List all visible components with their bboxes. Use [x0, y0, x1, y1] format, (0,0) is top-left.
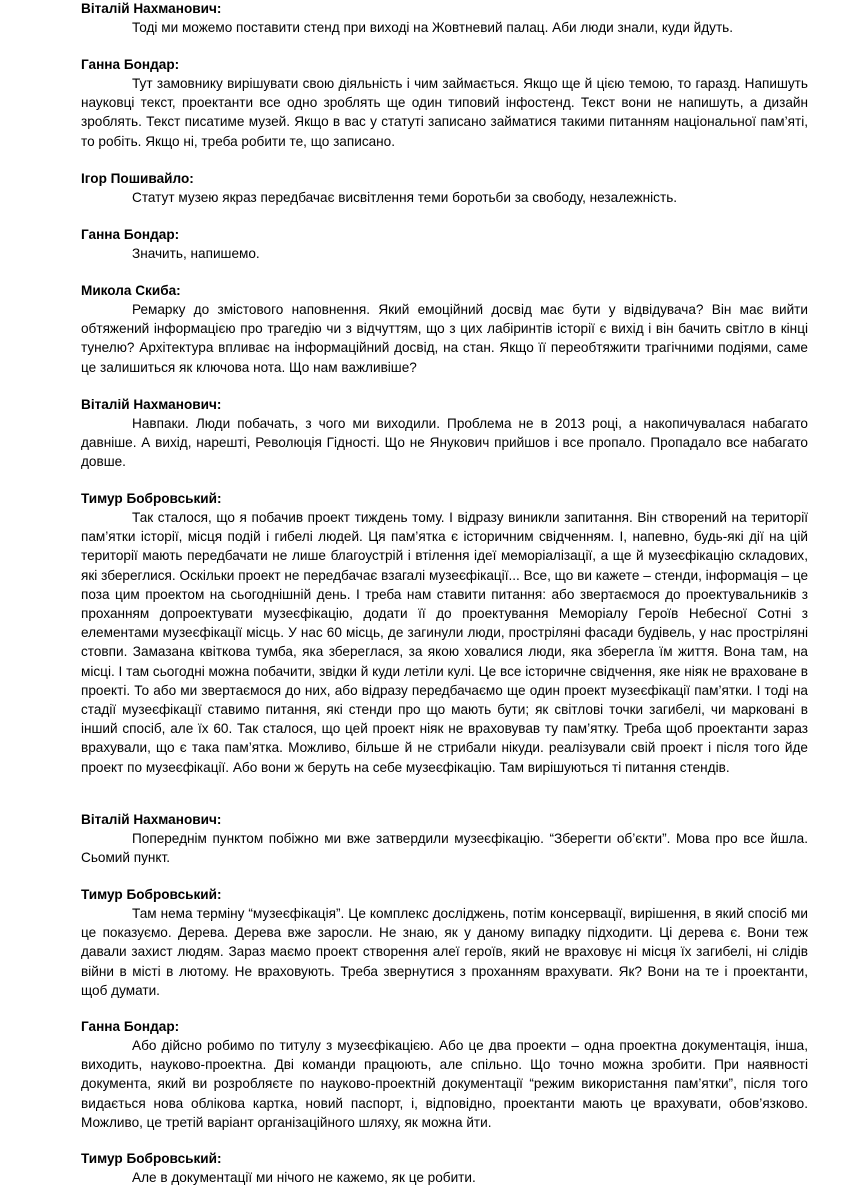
- speech-text: Так сталося, що я побачив проект тиждень тому. І відразу виникли запитання. Він створений на території пам’ятки історії, місця подій і гибелі людей. Ця пам’ятка є історичним свідченням. І, напевно, будь-які дії на цій території мають передбачати не лише благоустрій і втілення ідеї меморіалізації, а ще й музеєфікацію складових, які збереглися. Оскільки проект не передбачає взагалі музеєфікації... Все, що ви кажете – стенди, інформація – це поза цим проектом на сьогоднішній день. І треба нам ставити питання: або звертаємося до проектувальників з проханням допроектувати музеєфікацію, додати її до проектування Меморіалу Героїв Небесної Сотні з елементами музеєфікації місць. У нас 60 місць, де загинули люди, простріляні фасади будівель, у нас простріляні стовпи. Замазана квіткова тумба, яка збереглася, за якою ховалися люди, яка зберегла їм життя. Вона там, на місці. І там сьогодні можна побачити, звідки й куди летіли кулі. Це все історичне свідчення, яке ніяк не враховане в проекті. То або ми звертаємося до них, або відразу передбачаємо ще один проект музеєфікації пам’ятки. І тоді на стадії музеєфікації ставимо питання, які стенди про що мають бути; як світлові точки загибелі, чи марковані в інший спосіб, але їх 60. Так сталося, що цей проект ніяк не враховував ту пам’ятку. Треба щоб проектанти зараз врахували, що є така пам’ятка. Можливо, більше й не стрибали нікуди. реалізували свій проект і після того йде проект по музеєфікації. Або вони ж беруть на себе музеєфікацію. Там вирішуються ті питання стендів.: [81, 510, 808, 775]
- transcript-entry: [81, 490, 808, 777]
- speech-text: Але в документації ми нічого не кажемо, як це робити.: [132, 1170, 476, 1185]
- speech-text: Значить, напишемо.: [132, 246, 260, 261]
- speaker-name: Віталій Нахманович:: [81, 1, 222, 16]
- transcript-entry: [81, 396, 808, 472]
- transcript-entry: [81, 56, 808, 151]
- speech-text: Ремарку до змістового наповнення. Який емоційний досвід має бути у відвідувача? Він має вийти обтяжений інформацією про трагедію чи з відчуттям, що з цих лабіринтів історії є вихід і він бачить світло в кінці тунелю? Архітектура впливає на інформаційний досвід, на стан. Якщо її переобтяжити трагічними подіями, саме це залишиться як ключова нота. Що нам важливіше?: [81, 302, 808, 375]
- transcript-entry: [81, 0, 808, 37]
- speech-text: Там нема терміну “музеєфікація”. Це комплекс досліджень, потім консервації, вирішення, в який спосіб ми це показуємо. Дерева. Дерева вже заросли. Не знаю, як у даному випадку підходити. Ці дерева є. Вони теж давали захист людям. Зараз маємо проект створення алеї героїв, який не враховує ні місця їх загибелі, ні слідів війни в місті в лютому. Не враховують. Треба звернутися з проханням врахувати. Як? Вони на те і проектанти, щоб думати.: [81, 906, 808, 998]
- speaker-name: Микола Скиба:: [81, 283, 181, 298]
- transcript-entry: [81, 226, 808, 263]
- speech-text: Або дійсно робимо по титулу з музеєфікацією. Або це два проекти – одна проектна документація, інша, виходить, науково-проектна. Дві команди працюють, але спільно. Що точно можна зробити. При наявності документа, який ви розробляєте по науково-проектній документації “режим використання пам’ятки”, після того видається нова облікова картка, новий паспорт, і, відповідно, проектанти мають це врахувати, обов’язково. Можливо, це третій варіант організаційного шляху, як можна йти.: [81, 1038, 808, 1130]
- speaker-name: Віталій Нахманович:: [81, 812, 222, 827]
- transcript-entry: [81, 170, 808, 207]
- transcript-entry: [81, 886, 808, 1000]
- speech-text: Тут замовнику вирішувати свою діяльність і чим займається. Якщо ще й цією темою, то гаразд. Напишуть науковці текст, проектанти все одно зроблять ще один типовий інфостенд. Текст вони не напишуть, а дизайн зроблять. Текст писатиме музей. Якщо в вас у статуті записано займатися такими питанням національної пам’яті, то робіть. Якщо ні, треба робити те, що записано.: [81, 76, 808, 149]
- speaker-name: Тимур Бобровський:: [81, 491, 222, 506]
- speaker-name: Тимур Бобровський:: [81, 1151, 222, 1166]
- transcript-entry: [81, 1150, 808, 1187]
- speaker-name: Віталій Нахманович:: [81, 397, 222, 412]
- transcript-entry: [81, 282, 808, 377]
- speaker-name: Ганна Бондар:: [81, 227, 180, 242]
- speech-text: Попереднім пунктом побіжно ми вже затвердили музеєфікацію. “Зберегти об’єкти”. Мова про все йшла. Сьомий пункт.: [81, 831, 808, 866]
- speech-text: Навпаки. Люди побачать, з чого ми виходили. Проблема не в 2013 році, а накопичувалася набагато давніше. А вихід, нарешті, Революція Гідності. Що не Янукович прийшов і все пропало. Пропадало все набагато довше.: [81, 416, 808, 470]
- speech-text: Тоді ми можемо поставити стенд при виході на Жовтневий палац. Аби люди знали, куди йдуть.: [132, 20, 734, 35]
- transcript-entry: [81, 1018, 808, 1132]
- speaker-name: Ганна Бондар:: [81, 1019, 180, 1034]
- speaker-name: Ганна Бондар:: [81, 57, 180, 72]
- transcript-entry: [81, 811, 808, 867]
- speaker-name: Тимур Бобровський:: [81, 887, 222, 902]
- speaker-name: Ігор Пошивайло:: [81, 171, 194, 186]
- speech-text: Статут музею якраз передбачає висвітлення теми боротьби за свободу, незалежність.: [132, 190, 678, 205]
